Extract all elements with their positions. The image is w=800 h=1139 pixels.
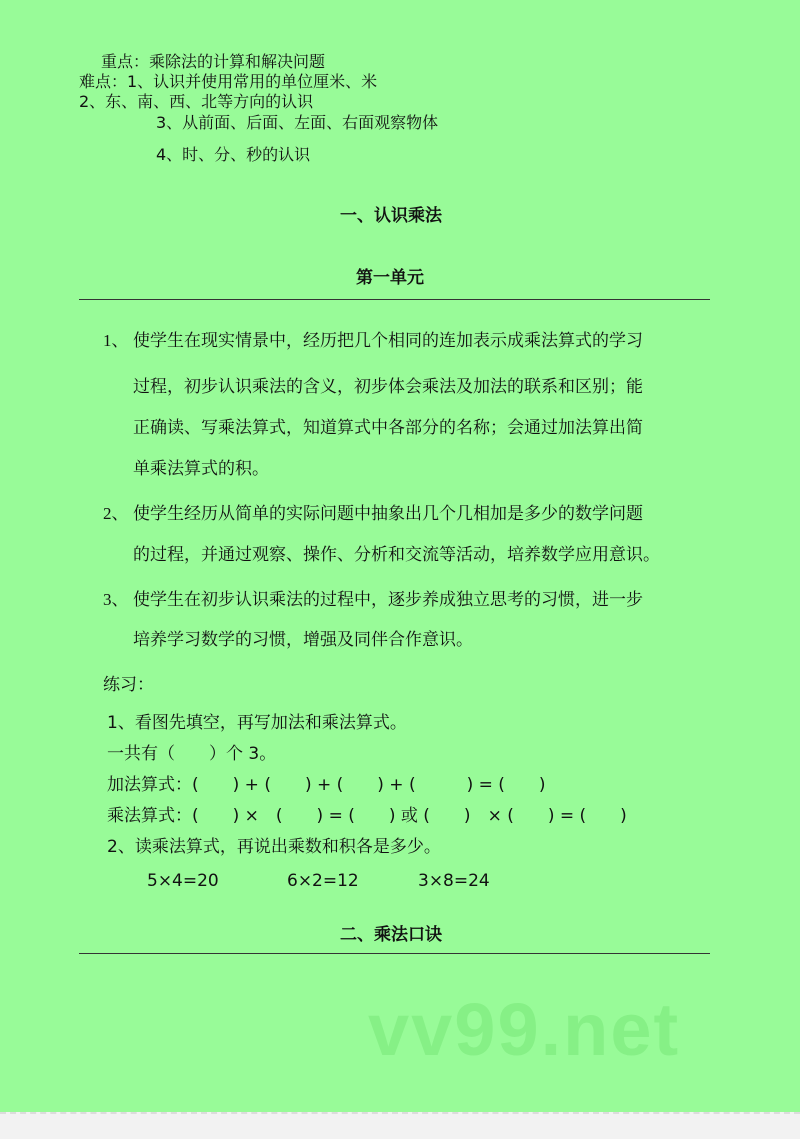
unit-title: 第一单元: [356, 268, 424, 288]
count-blank-line: 一共有（ ）个 3。: [107, 744, 277, 764]
objective-line: 使学生经历从简单的实际问题中抽象出几个几相加是多少的数学问题: [133, 504, 643, 524]
multiplication-expression: 乘法算式：( ) × ( ) = ( ) 或 ( ) × ( ) = ( ): [107, 806, 627, 826]
objective-line: 的过程，并通过观察、操作、分析和交流等活动，培养数学应用意识。: [133, 545, 660, 565]
difficulty-line-4: 4、时、分、秒的认识: [156, 145, 311, 164]
page-footer-band: [0, 1112, 800, 1139]
objective-line: 正确读、写乘法算式，知道算式中各部分的名称；会通过加法算出简: [133, 418, 643, 438]
difficulty-line-1: 难点：1、认识并使用常用的单位厘米、米: [79, 72, 378, 91]
difficulty-line-2: 2、东、南、西、北等方向的认识: [79, 92, 314, 111]
objective-number: 2、: [103, 504, 129, 523]
objective-line: 过程，初步认识乘法的含义，初步体会乘法及加法的联系和区别；能: [133, 377, 643, 397]
practice-label: 练习：: [103, 675, 154, 695]
addition-expression: 加法算式：( ) + ( ) + ( ) + ( ) = ( ): [107, 775, 546, 795]
objective-line: 培养学习数学的习惯，增强及同伴合作意识。: [133, 630, 473, 650]
equation-3: 3×8=24: [418, 871, 490, 891]
focus-line: 重点：乘除法的计算和解决问题: [101, 52, 326, 71]
section-title-multiplication: 一、认识乘法: [340, 206, 442, 226]
equation-1: 5×4=20: [147, 871, 219, 891]
watermark: vv99.net: [368, 988, 681, 1071]
practice-question-1: 1、看图先填空，再写加法和乘法算式。: [107, 713, 407, 733]
section-title-multiplication-table: 二、乘法口诀: [340, 925, 442, 945]
objective-line: 使学生在初步认识乘法的过程中，逐步养成独立思考的习惯，进一步: [133, 590, 643, 610]
section-divider: [79, 299, 710, 300]
objective-line: 使学生在现实情景中，经历把几个相同的连加表示成乘法算式的学习: [133, 331, 643, 351]
objective-line: 单乘法算式的积。: [133, 459, 269, 479]
objective-number: 3、: [103, 590, 129, 609]
equation-2: 6×2=12: [287, 871, 359, 891]
section-divider: [79, 953, 710, 954]
objective-number: 1、: [103, 331, 129, 350]
practice-question-2: 2、读乘法算式，再说出乘数和积各是多少。: [107, 837, 441, 857]
difficulty-line-3: 3、从前面、后面、左面、右面观察物体: [156, 113, 439, 132]
